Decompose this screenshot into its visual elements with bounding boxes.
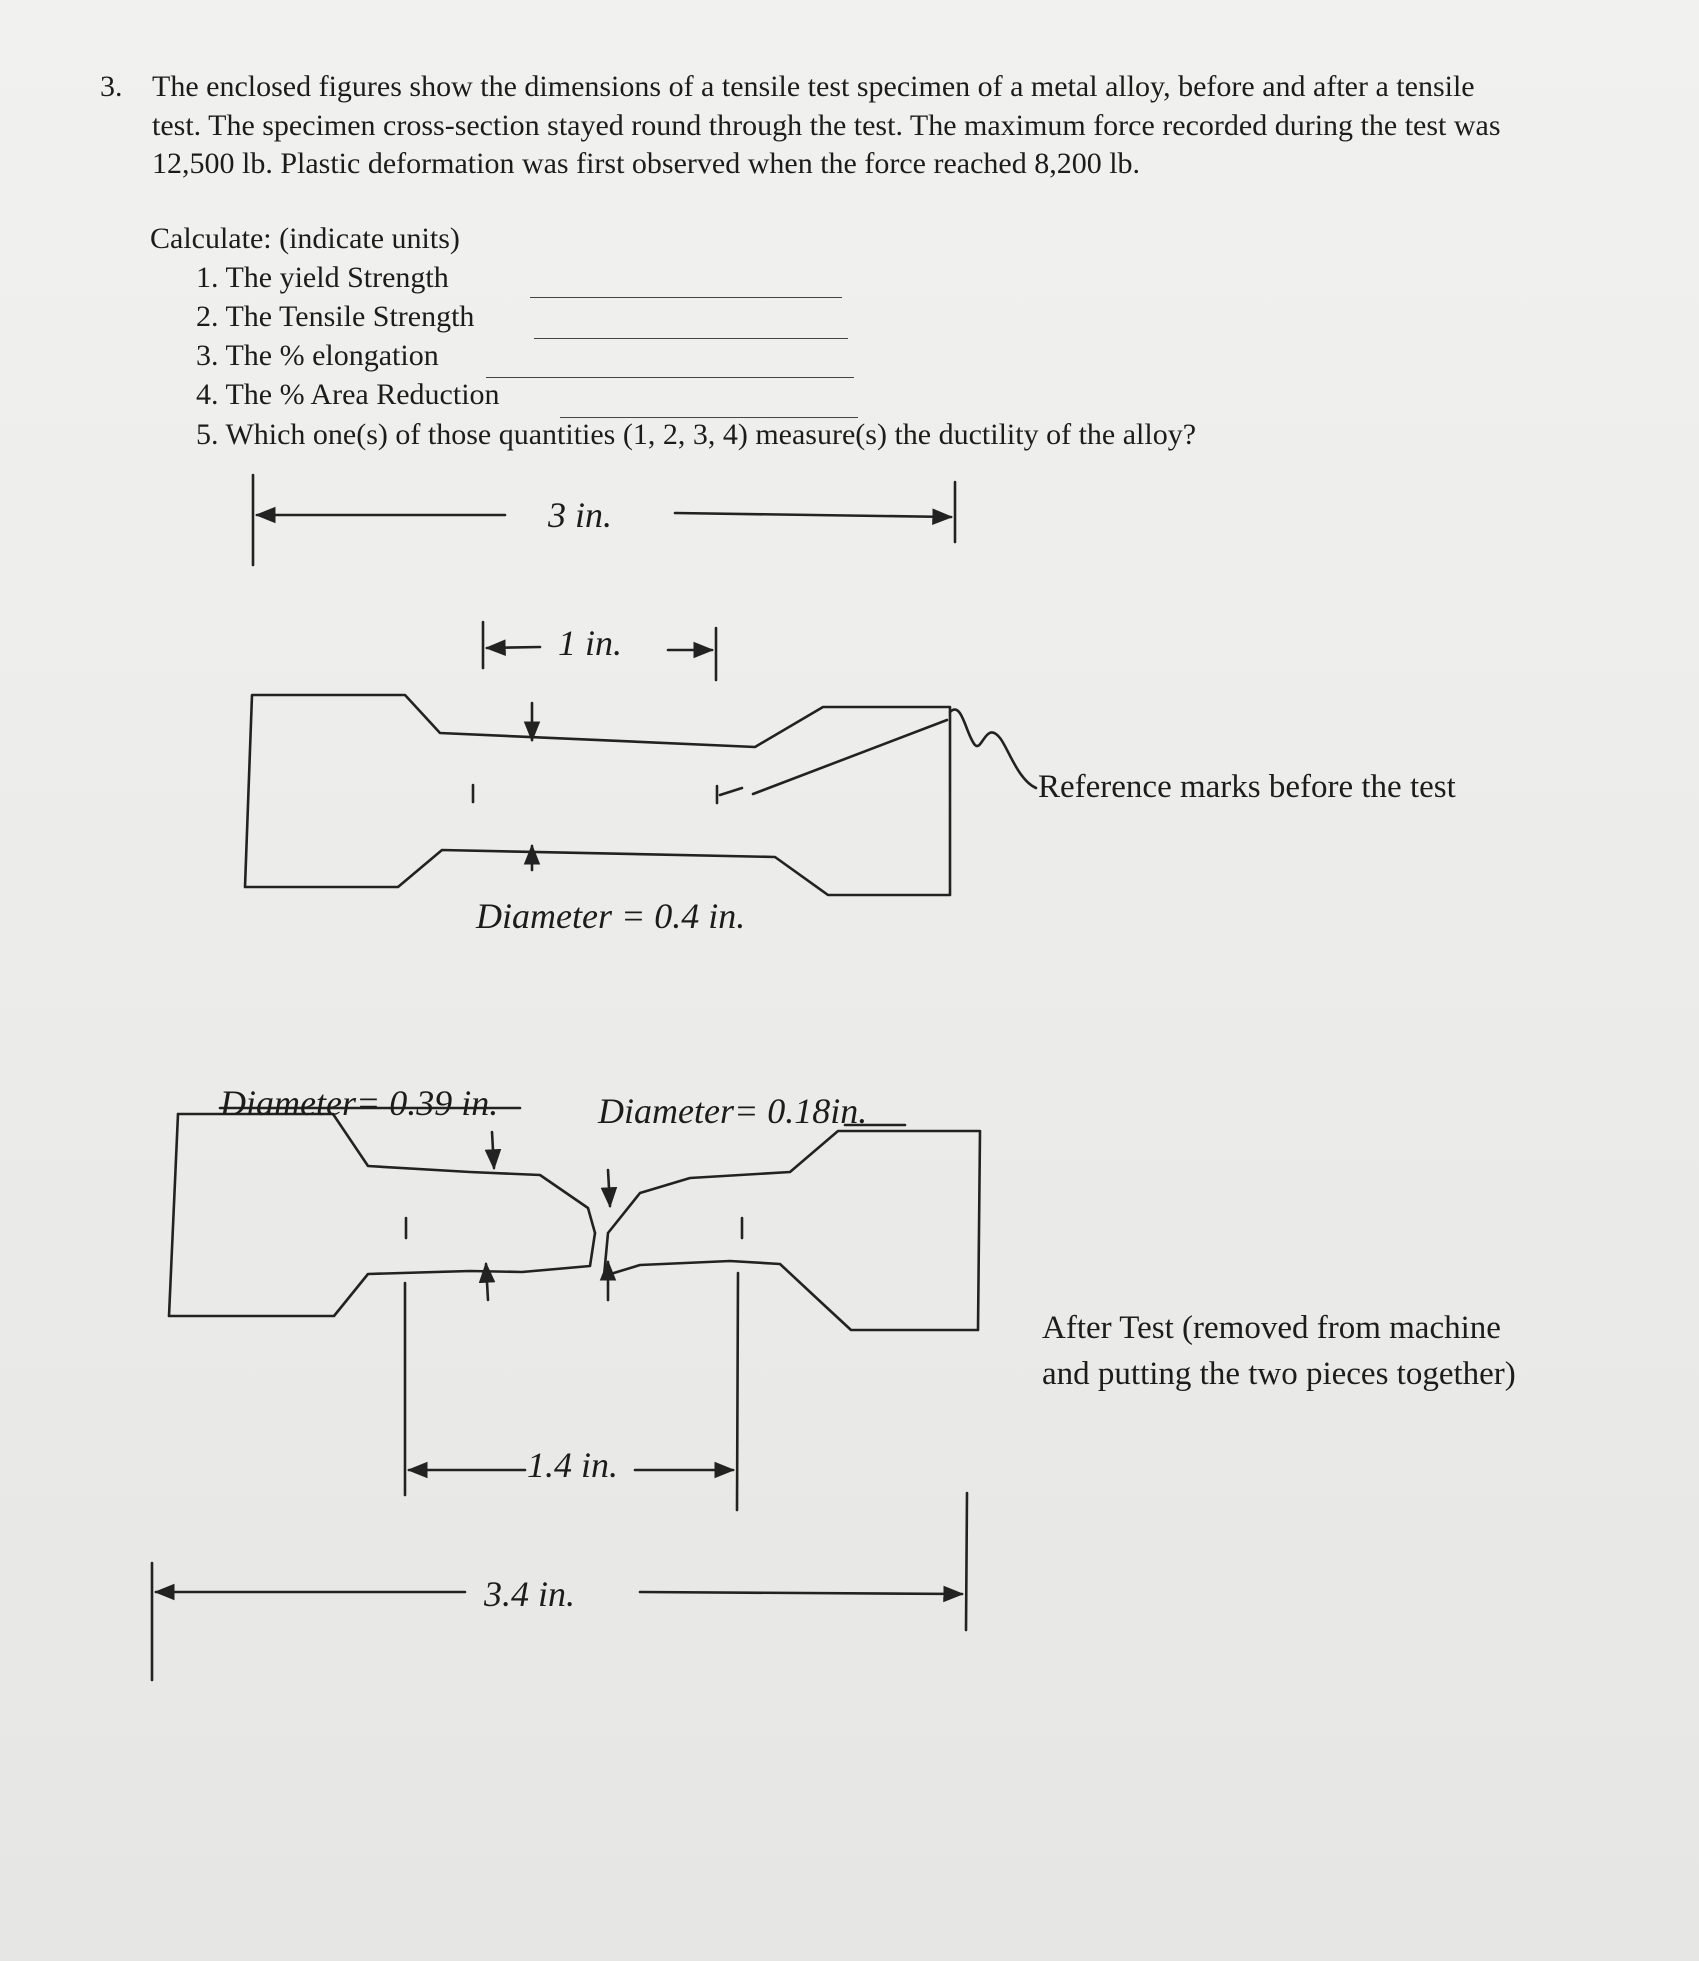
calculate-label: Calculate: (indicate units) xyxy=(150,222,460,255)
after-diameter-left-label: Diameter= 0.39 in. xyxy=(220,1083,499,1123)
problem-number: 3. xyxy=(100,70,123,103)
after-diameter-right-label: Diameter= 0.18in. xyxy=(598,1091,868,1131)
problem-text: The enclosed figures show the dimensions of a tensile test specimen of a metal alloy, before and after a tensile test. The specimen cross-section stayed round through the test. The maximum force recorded during the test was 12,500 lb. Plastic deformation was first observed when the force reached 8,200 lb. xyxy=(152,70,1501,180)
reference-marks-note: Reference marks before the test xyxy=(1038,769,1456,805)
after-test-note: After Test (removed from machine and putting the two pieces together) xyxy=(1042,1310,1516,1392)
specimen-before-outline xyxy=(245,695,1036,895)
after-gauge-length-label: 1.4 in. xyxy=(527,1445,619,1485)
question-item-4: 4. The % Area Reduction xyxy=(196,378,500,411)
specimen-after-outline xyxy=(169,1108,980,1330)
before-overall-length-label: 3 in. xyxy=(548,495,613,535)
question-item-5: 5. Which one(s) of those quantities (1, 2, 3, 4) measure(s) the ductility of the alloy? xyxy=(196,418,1197,451)
after-overall-length-label: 3.4 in. xyxy=(484,1574,576,1614)
question-item-3: 3. The % elongation xyxy=(196,339,439,372)
before-gauge-length-label: 1 in. xyxy=(558,623,623,663)
question-item-2: 2. The Tensile Strength xyxy=(196,300,475,333)
before-diameter-label: Diameter = 0.4 in. xyxy=(476,896,746,936)
question-item-1: 1. The yield Strength xyxy=(196,261,449,294)
